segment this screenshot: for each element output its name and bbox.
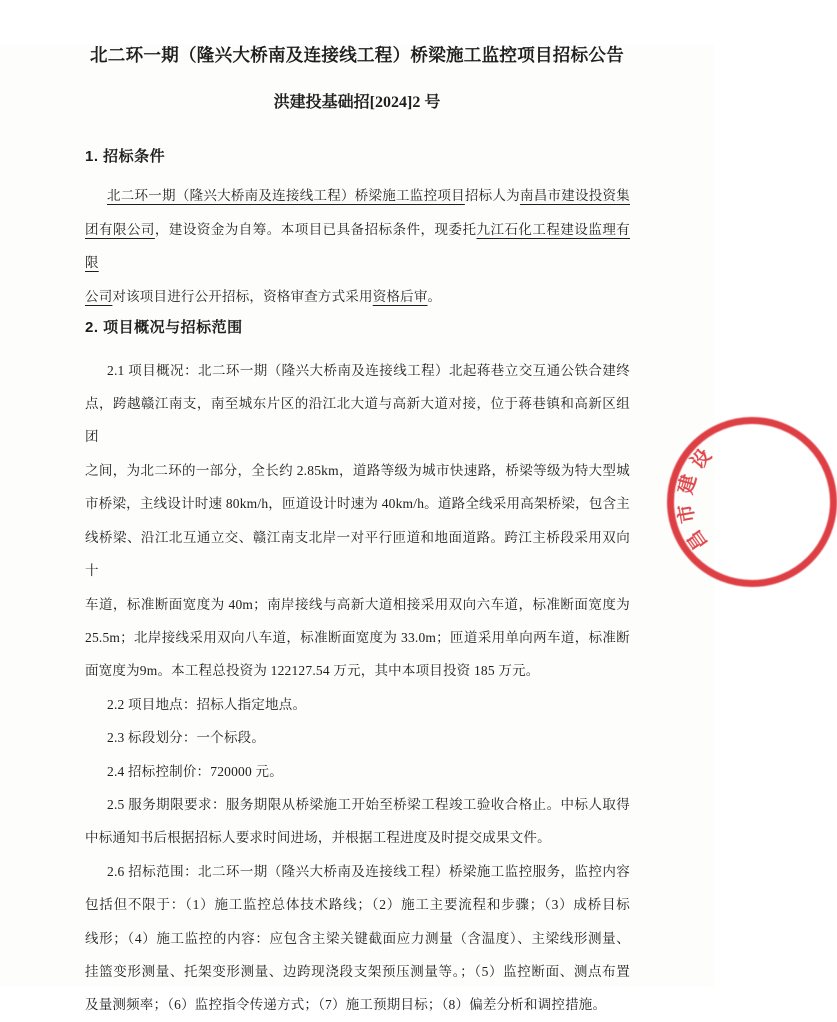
text-line [85,788,630,821]
seal-character: 市 [674,502,699,525]
text-line [85,387,630,454]
text-line [85,621,630,654]
text-run: 25.5m；北岸接线采用双向八车道，标准断面宽度为 33.0m；匝道采用单向两车道，标准断 [85,629,630,645]
text-line [85,654,630,687]
text-line [85,213,630,280]
text-run: 2.3 标段划分：一个标段。 [107,730,266,746]
document-page [0,44,716,1013]
text-line [85,454,630,487]
seal-character: 设 [687,445,716,474]
text-run: 2.5 服务期限要求：服务期限从桥梁施工开始至桥梁工程竣工验收合格止。中标人取得 [107,796,630,812]
text-line [85,588,630,621]
text-line [85,755,630,788]
text-run: 对该项目进行公开招标，资格审查方式采用 [112,288,373,304]
underlined-text: 资格后审 [372,288,428,304]
underlined-text: 团有限公司 [85,221,155,237]
text-run: 2.4 招标控制价：720000 元。 [107,763,283,779]
text-run: 市桥梁，主线设计时速 80km/h，匝道设计时速为 40km/h。道路全线采用高架桥梁，包含主 [85,496,630,512]
text-line [85,354,630,387]
text-run: 点，跨越赣江南支，南至城东片区的沿江北大道与高新大道对接，位于蒋巷镇和高新区组团 [85,396,630,445]
text-line [85,688,630,721]
text-line [85,988,630,1021]
seal-character: 建 [675,472,701,497]
underlined-text: 公司 [85,288,113,304]
text-line [85,821,630,854]
text-run: 挂篮变形测量、托架变形测量、边跨现浇段支架预压测量等。；（5）监控断面、测点布置 [85,963,630,979]
text-run: 2.6 招标范围：北二环一期（隆兴大桥南及连接线工程）桥梁施工监控服务，监控内容 [107,863,630,879]
text-run: 2.2 项目地点：招标人指定地点。 [107,696,307,712]
text-run: 线形；（4）施工监控的内容：应包含主梁关键截面应力测量（含温度）、主梁线形测量、 [85,930,630,946]
section-2-heading: 2. 项目概况与招标范围 [85,318,243,336]
text-line [85,487,630,520]
paragraph-2-5-service-period [85,788,630,855]
text-run: 车道，标准断面宽度为 40m；南岸接线与高新大道相接采用双向六车道，标准断面宽度为 [85,596,630,612]
paragraph-2-6-bid-scope [85,855,630,1022]
text-run: 中标通知书后根据招标人要求时间进场，并根据工程进度及时提交成果文件。 [85,830,551,846]
underlined-text: 南昌市建设投资集 [519,188,630,204]
paragraph-2-1-project-overview [85,354,630,688]
text-line [85,179,630,212]
text-run: 2.1 项目概况：北二环一期（隆兴大桥南及连接线工程）北起蒋巷立交互通公铁合建终 [107,362,630,378]
underlined-text: 九江石化工程建设监理有限 [85,221,630,271]
section-1-paragraph [85,179,630,313]
text-line [85,521,630,588]
text-line [85,721,630,754]
text-line [85,955,630,988]
text-run: 面宽度为9m。本工程总投资为 122127.54 万元，其中本项目投资 185 万元。 [85,663,540,679]
paragraph-2-2-project-location [85,688,630,721]
document-number: 洪建投基础招[2024]2 号 [273,93,441,111]
text-run: 之间，为北二环的一部分，全长约 2.85km，道路等级为城市快速路，桥梁等级为特大型城 [85,462,630,478]
document-title: 北二环一期（隆兴大桥南及连接线工程）桥梁施工监控项目招标公告 [90,45,624,65]
underlined-text: 北二环一期（隆兴大桥南及连接线工程）桥梁施工监控项目 [107,188,465,204]
section-1-heading: 1. 招标条件 [85,147,166,165]
text-line [85,888,630,921]
text-line [85,280,630,313]
document-body [0,148,714,1022]
paragraph-2-4-control-price [85,755,630,788]
text-line [85,855,630,888]
text-run: 。 [427,288,442,304]
text-line [85,922,630,955]
text-run: 线桥梁、沿江北互通立交、赣江南支北岸一对平行匝道和地面道路。跨江主桥段采用双向十 [85,529,630,579]
seal-character: 昌 [683,526,712,554]
paragraph-2-3-bid-sections [85,721,630,754]
text-run: ，建设资金为自筹。本项目已具备招标条件，现委托 [154,221,477,237]
text-run: 及量测频率；（6）监控指令传递方式；（7）施工预期目标；（8）偏差分析和调控措施。 [85,997,607,1013]
text-run: 包括但不限于：（1）施工监控总体技术路线；（2）施工主要流程和步骤；（3）成桥目标 [85,897,630,913]
text-run: 招标人为 [464,188,520,204]
